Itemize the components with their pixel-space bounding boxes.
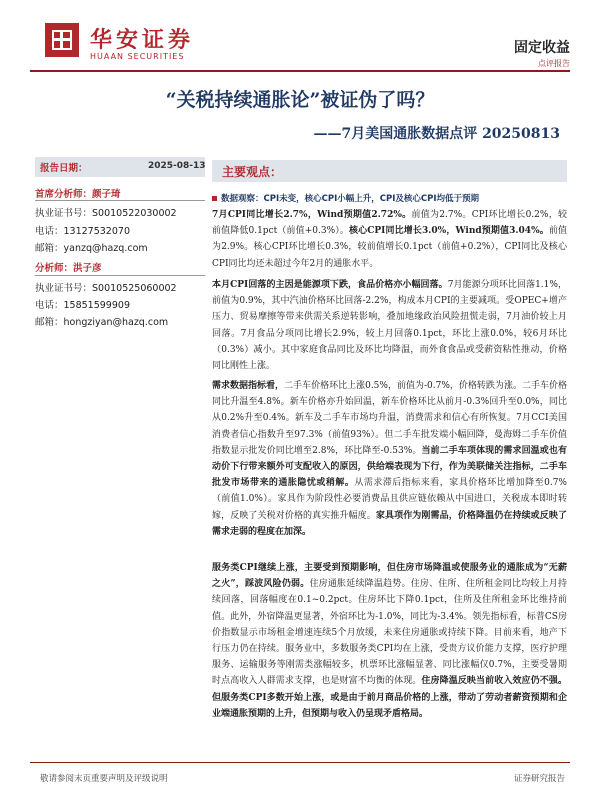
p3-bold-3: 家具项作为刚需品，价格降温仍在持续或反映了需求走弱的程度在加深。 xyxy=(212,510,567,537)
report-date-value: 2025-08-13 xyxy=(148,161,206,171)
report-subtitle: ——7月美国通胀数据点评 20250813 xyxy=(313,126,560,142)
p2-bold-1: 本月CPI回落的主因是能源项下跌，食品价格亦小幅回落。 xyxy=(212,280,448,290)
analyst2-divider xyxy=(35,275,205,276)
analyst2-name: 分析师：洪子彦 xyxy=(35,263,102,274)
report-title: “关税持续通胀论”被证伪了吗？ xyxy=(165,89,435,111)
p4-bold-1: 服务类CPI继续上涨，主要受到预期影响，但住房市场降温或使服务业的通胀成为“无薪之火”，踩波风险仍弱。 xyxy=(212,563,567,590)
paragraph-3 xyxy=(212,378,567,540)
paragraph-1 xyxy=(212,207,567,272)
p3-bold-1: 需求数据指标看， xyxy=(212,381,285,391)
p3-bold-2: 当前二手车项体现的需求回温或也有动价下行带来额外可支配收入的原因，供给端表现为下行，作为美联储关注指标，二手车批发市场带来的通胀隐忧或稍解。 xyxy=(212,445,567,489)
p3-text-1: 二手车价格环比上涨0.5%，前值为-0.7%，价格转跌为涨。二手车价格同比升温至4.8%。新车价格亦升始回温，新车价格环比从前月-0.3%回升至0.0%，同比从0.2%升至0.4%。新车及二手车市场均升温，消费需求和信心有所恢复。7月CCI美国消费者信心指数升至97.3%（前值93%）。但二手车批发端小幅回降，曼海姆二手车价值指数显示批发价同比增至2.8%，环比降至-0.53%。 xyxy=(212,381,567,456)
analyst1-email[interactable]: 邮箱：yanzq@hazq.com xyxy=(35,243,148,254)
p3-text-2: 从需求滞后指标来看，家具价格环比增加降至0.7%（前值1.0%）。家具作为阶段性必要消费品且供应链依赖从中国进口，关税成本即时转嫁，反映了关税对价格的真实推升幅度。 xyxy=(212,478,567,521)
company-logo-cn: 华安证券 xyxy=(90,27,195,53)
p1-text-2: 前值为2.9%。核心CPI环比增长0.3%，较前值增长0.1pct（前值+0.2%），CPI同比及核心CPI同比均还未超过今年2月的通胀水平。 xyxy=(212,226,567,269)
analyst1-name: 首席分析师：颜子琦 xyxy=(35,189,121,200)
p2-text-1: 7月能源分项环比回落1.1%，前值为0.9%，其中汽油价格环比回落-2.2%，构成本月CPI的主要减项。受OPEC+增产压力、贸易摩擦等带来供需关系逆转影响，叠加地缘政治风险扭慌走弱，7月油价较上月回落。7月食品分项同比增长2.9%，较上月回落0.1pct，环比上涨0.0%，较6月环比（0.3%）减小。其中家庭食品同比及环比均降温，而外食食品或受薪资粘性推动，价格同比刚性上涨。 xyxy=(212,280,567,372)
p4-bold-2: 住房降温反映当前收入效应仍不强。但服务类CPI多数开始上涨，或是由于前月商品价格的上涨，带动了劳动者薪资预期和企业端通胀预期的上升，但预期与收入仍呈现矛盾格局。 xyxy=(212,676,567,719)
report-date-label: 报告日期： xyxy=(40,163,88,174)
p1-text-1: 前值为2.7%。CPI环比增长0.2%，较前值降低0.1pct（前值+0.3%）。 xyxy=(212,210,567,237)
paragraph-4 xyxy=(212,560,567,722)
analyst1-divider xyxy=(35,200,205,201)
footer-divider xyxy=(30,762,570,763)
analyst1-cert: 执业证书号：S0010522030002 xyxy=(35,208,177,219)
analyst1-phone: 电话：13127532070 xyxy=(35,226,130,237)
bullet-square-icon xyxy=(212,196,217,201)
analyst2-email[interactable]: 邮箱：hongziyan@hazq.com xyxy=(35,317,169,328)
bullet-text: 数据观察：CPI未变，核心CPI小幅上升，CPI及核心CPI均低于预期 xyxy=(221,194,480,204)
key-points-heading: 主要观点： xyxy=(222,165,283,179)
footer-disclaimer: 敬请参阅末页重要声明及评级说明 xyxy=(40,774,168,784)
p1-bold-2: 核心CPI同比增长3.0%，Wind预期值3.04%。 xyxy=(349,226,549,237)
report-type: 点评报告 xyxy=(538,59,570,68)
header-divider xyxy=(30,70,570,72)
data-observation-bullet xyxy=(212,192,479,204)
analyst2-cert: 执业证书号：S0010525060002 xyxy=(35,283,177,294)
p1-bold-1: 7月CPI同比增长2.7%，Wind预期值2.72%。 xyxy=(212,210,412,220)
company-logo-mark xyxy=(45,23,79,57)
analyst2-phone: 电话：15851599909 xyxy=(35,300,130,311)
company-logo-en: HUAAN SECURITIES xyxy=(90,52,185,61)
p4-text-1: 住房通胀延续降温趋势。住房、住所、住所租金同比均较上月持续回落，回落幅度在0.1~0.2pct。住房环比下降0.1pct，住所及住所租金环比维持前值。此外，外宿降温更显著，外宿环比为-1.0%，同比为-3.4%。领先指标看，标普CS房价指数显示市场租金增速连续5个月放缓，未来住房通胀或持续下降。目前来看，地产下行压力仍在持续。服务业中，多数服务类CPI均在上涨，受贵方议价能力支撑，医疗护理服务、运输服务等刚需类涨幅较多，机票环比涨幅显著、同比涨幅仅0.7%，主要受暑期时点高收入人群需求支撑，也是财富不均衡的体现。 xyxy=(212,579,567,687)
paragraph-2 xyxy=(212,277,567,374)
footer-report-label: 证券研究报告 xyxy=(513,774,565,784)
report-category: 固定收益 xyxy=(514,40,570,56)
